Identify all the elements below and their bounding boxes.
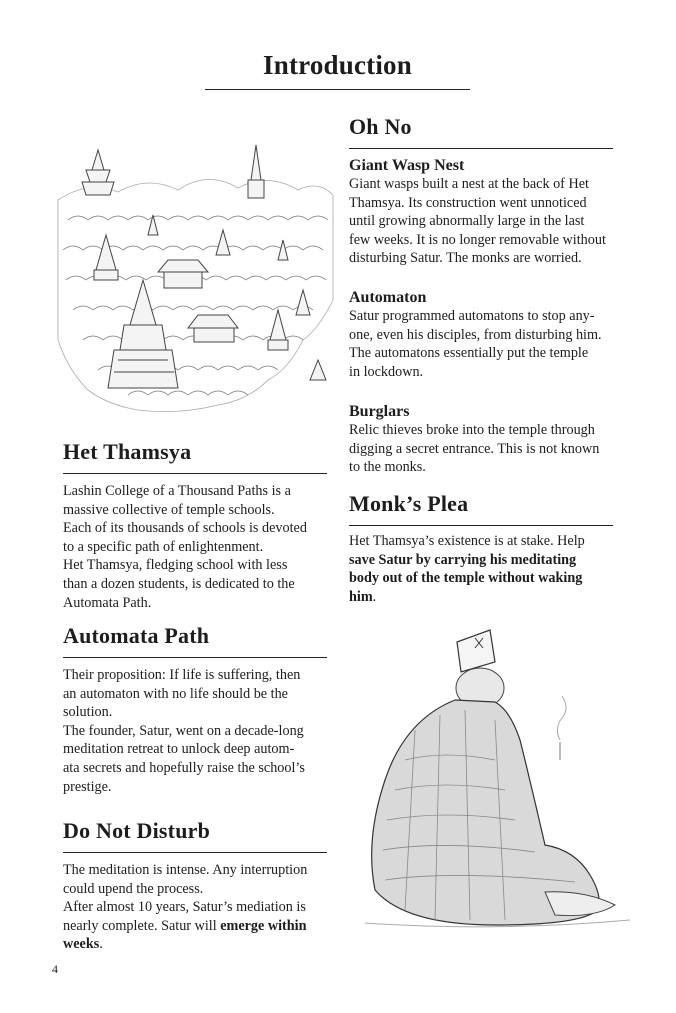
giant-wasp-nest-text — [349, 175, 617, 268]
text-line: Thamsya. Its construction went unnoticed — [349, 194, 587, 211]
do-not-disturb-heading: Do Not Disturb — [63, 818, 327, 853]
text-line: an automaton with no life should be the — [63, 685, 288, 702]
do-not-disturb-text — [63, 861, 331, 954]
emphasis-text: save Satur by carrying his meditating — [349, 551, 577, 568]
giant-wasp-nest-section — [349, 157, 617, 268]
text-line: digging a secret entrance. This is not known — [349, 440, 600, 457]
text-line: The founder, Satur, went on a decade-long — [63, 722, 304, 739]
text-line: one, even his disciples, from disturbing him. — [349, 326, 602, 343]
text-line: to the monks. — [349, 459, 426, 476]
het-thamsya-text — [63, 482, 331, 612]
automaton-section — [349, 289, 617, 381]
text-fragment: . — [99, 936, 103, 953]
page-title: Introduction — [205, 50, 470, 90]
text-fragment: . — [372, 588, 377, 605]
text-line: in lockdown. — [349, 363, 424, 380]
burglars-title: Burglars — [349, 403, 410, 420]
giant-wasp-nest-title: Giant Wasp Nest — [349, 157, 465, 174]
emphasis-text: emerge within — [220, 917, 307, 934]
text-line: could upend the process. — [63, 880, 204, 897]
text-line: The automatons essentially put the temple — [349, 345, 589, 362]
text-line: After almost 10 years, Satur’s mediation is — [63, 899, 306, 916]
text-line — [63, 917, 331, 936]
text-line: prestige. — [63, 778, 112, 795]
text-line: The meditation is intense. Any interruption — [63, 862, 308, 878]
text-line: Het Thamsya’s existence is at stake. Help — [349, 533, 585, 549]
automata-path-heading: Automata Path — [63, 623, 327, 658]
automaton-title: Automaton — [349, 289, 427, 306]
text-line: Het Thamsya, fledging school with less — [63, 557, 288, 574]
het-thamsya-heading: Het Thamsya — [63, 439, 327, 474]
text-line: to a specific path of enlightenment. — [63, 538, 264, 555]
automaton-text — [349, 307, 617, 381]
monks-plea-heading: Monk’s Plea — [349, 491, 613, 526]
monks-plea-text — [349, 532, 617, 606]
text-line — [349, 588, 617, 607]
text-line: until growing abnormally large in the last — [349, 213, 585, 230]
text-line — [63, 935, 331, 954]
automata-path-text — [63, 666, 331, 796]
text-fragment: nearly complete. Satur will — [63, 917, 221, 934]
text-line: massive collective of temple schools. — [63, 501, 275, 518]
text-line: Each of its thousands of schools is devoted — [63, 520, 307, 537]
burglars-section — [349, 403, 617, 477]
text-line: ata secrets and hopefully raise the school’s — [63, 759, 305, 776]
text-line: disturbing Satur. The monks are worried. — [349, 250, 582, 267]
text-line: solution. — [63, 704, 113, 721]
text-line: than a dozen students, is dedicated to the — [63, 575, 295, 592]
text-line: Their proposition: If life is suffering, then — [63, 667, 301, 683]
emphasis-text: him — [349, 588, 373, 605]
text-line: Satur programmed automatons to stop any- — [349, 308, 595, 324]
page-number: 4 — [52, 962, 58, 976]
text-line: Automata Path. — [63, 594, 152, 611]
oh-no-heading: Oh No — [349, 114, 613, 149]
emphasis-text: body out of the temple without waking — [349, 570, 583, 587]
text-line: Lashin College of a Thousand Paths is a — [63, 483, 291, 499]
temple-forest-illustration — [48, 140, 338, 420]
text-line: meditation retreat to unlock deep autom- — [63, 741, 295, 758]
emphasis-text: weeks — [63, 936, 100, 953]
text-line: Relic thieves broke into the temple through — [349, 422, 595, 438]
burglars-text — [349, 421, 617, 477]
text-line: few weeks. It is no longer removable without — [349, 231, 606, 248]
meditating-monk-illustration — [345, 620, 645, 932]
text-line: Giant wasps built a nest at the back of Het — [349, 176, 589, 192]
